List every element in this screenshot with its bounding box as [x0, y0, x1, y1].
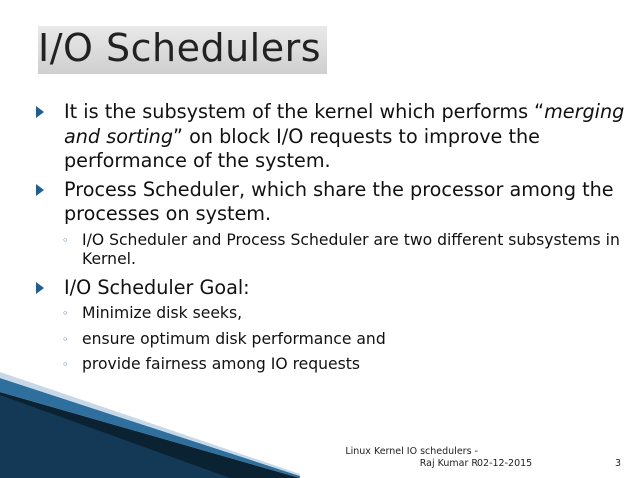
bullet-2: Process Scheduler, which share the processor among the processes on system. [36, 178, 626, 227]
bullet-3: I/O Scheduler Goal: [36, 276, 626, 301]
bullet-arrow-icon [36, 282, 44, 294]
bullet-circle-icon: ◦ [62, 332, 69, 346]
page-number: 3 [615, 458, 622, 469]
slide-content [36, 100, 626, 381]
bullet-3-sub-2: ◦ ensure optimum disk performance and [62, 329, 386, 348]
bullet-circle-icon: ◦ [62, 358, 69, 371]
bullet-1: It is the subsystem of the kernel which performs “merging and sorting” on block I/O requests to improve the performance of the system. [36, 100, 626, 174]
footer-text: Linux Kernel IO schedulers - Raj Kumar R [345, 446, 478, 469]
bullet-arrow-icon [36, 106, 44, 118]
bullet-arrow-icon [36, 184, 44, 196]
bullet-2-sub-1: ◦ I/O Scheduler and Process Scheduler are two different subsystems in Kernel. [62, 230, 620, 268]
bullet-circle-icon: ◦ [62, 307, 69, 320]
bullet-3-sub-3: ◦ provide fairness among IO requests [62, 355, 360, 373]
bullet-3-sub-1: ◦ Minimize disk seeks, [62, 304, 243, 322]
footer-date: 02-12-2015 [477, 458, 533, 469]
slide-title: I/O Schedulers [38, 26, 327, 74]
bullet-circle-icon: ◦ [62, 233, 69, 247]
